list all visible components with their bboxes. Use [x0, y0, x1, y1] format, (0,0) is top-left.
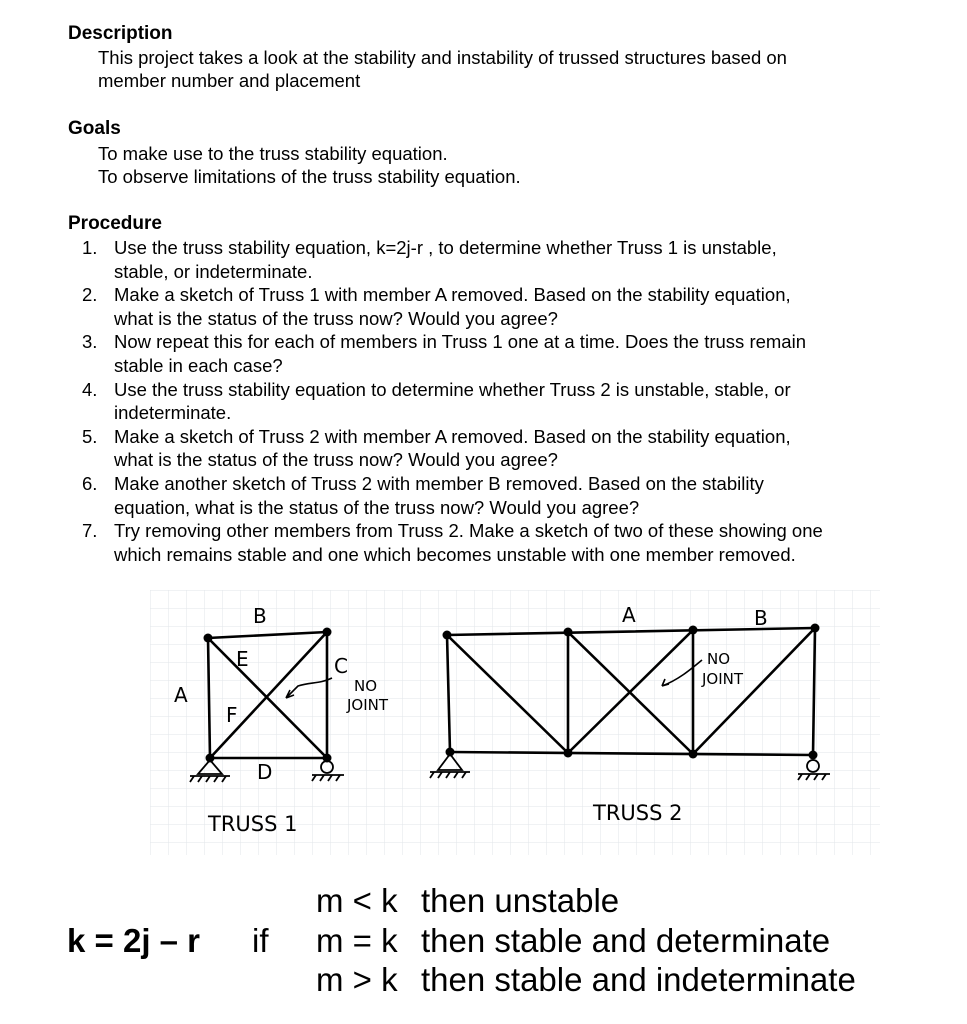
goals-list [98, 142, 898, 188]
truss1-no-joint-line1: NO [354, 677, 378, 695]
step-line-2: which remains stable and one which becomes unstable with one member removed. [114, 543, 796, 565]
condition-expr: m = k [316, 922, 398, 959]
truss1-label-b: B [253, 604, 267, 628]
joint [689, 626, 698, 635]
formula-if: if [252, 922, 269, 959]
step-line-1: Use the truss stability equation, k=2j-r , to determine whether Truss 1 is unstable, [114, 237, 777, 258]
step-line-1: Use the truss stability equation to determine whether Truss 2 is unstable, stable, or [114, 378, 791, 400]
truss1-caption: TRUSS 1 [208, 812, 298, 836]
condition-result: then unstable [421, 882, 620, 919]
step-number: 4. [82, 378, 98, 400]
step-line-1: Now repeat this for each of members in Truss 1 one at a time. Does the truss remain [114, 331, 806, 353]
description-heading: Description [68, 23, 173, 44]
step-number: 1. [82, 237, 98, 258]
joint [443, 631, 452, 640]
procedure-step [68, 283, 918, 330]
goals-heading: Goals [68, 118, 121, 139]
joint [809, 751, 818, 760]
truss2-label-a: A [622, 603, 636, 627]
step-line-2: indeterminate. [114, 402, 232, 424]
procedure-step [68, 425, 918, 472]
truss1-label-a: A [174, 683, 188, 707]
goal-item: To observe limitations of the truss stability equation. [98, 166, 521, 187]
step-line-2: what is the status of the truss now? Would you agree? [114, 449, 558, 471]
truss1-label-e: E [236, 647, 249, 671]
condition-expr: m > k [316, 961, 398, 998]
truss2-label-b: B [754, 606, 768, 630]
procedure-step [68, 330, 918, 377]
step-line-2: equation, what is the status of the truss now? Would you agree? [114, 496, 640, 518]
formula-main: k = 2j – r [67, 922, 201, 959]
description-text [98, 46, 898, 92]
truss-figure [150, 590, 880, 855]
description-line-1: This project takes a look at the stability and instability of trussed structures based on [98, 47, 787, 68]
condition-result: then stable and determinate [421, 922, 831, 959]
step-line-1: Try removing other members from Truss 2. Make a sketch of two of these showing one [114, 520, 823, 542]
description-line-2: member number and placement [98, 70, 361, 91]
truss2-caption: TRUSS 2 [593, 801, 683, 825]
joint [689, 750, 698, 759]
truss1-label-c: C [334, 654, 348, 678]
joint [564, 749, 573, 758]
step-line-1: Make a sketch of Truss 1 with member A removed. Based on the stability equation, [114, 284, 791, 306]
step-number: 7. [82, 520, 98, 542]
step-number: 2. [82, 284, 98, 306]
procedure-heading: Procedure [68, 213, 162, 234]
procedure-step [68, 236, 918, 283]
truss1-no-joint-line2: JOINT [347, 696, 389, 714]
step-line-2: stable, or indeterminate. [114, 260, 313, 282]
procedure-step [68, 472, 918, 519]
condition-expr: m < k [316, 882, 398, 919]
truss2-no-joint-line2: JOINT [702, 670, 744, 688]
step-line-2: stable in each case? [114, 354, 283, 376]
goal-item: To make use to the truss stability equation. [98, 143, 448, 164]
step-number: 6. [82, 472, 98, 494]
joint [811, 624, 820, 633]
joint [564, 628, 573, 637]
joint [204, 634, 213, 643]
procedure-list [68, 236, 918, 566]
procedure-step [68, 378, 918, 425]
step-line-1: Make another sketch of Truss 2 with member B removed. Based on the stability [114, 472, 764, 494]
condition-result: then stable and indeterminate [421, 961, 856, 998]
truss1-label-f: F [226, 703, 238, 727]
step-number: 5. [82, 425, 98, 447]
truss2-no-joint-line1: NO [707, 650, 731, 668]
procedure-step [68, 519, 918, 566]
truss1-label-d: D [257, 760, 273, 784]
joint [323, 628, 332, 637]
step-line-1: Make a sketch of Truss 2 with member A removed. Based on the stability equation, [114, 425, 791, 447]
step-number: 3. [82, 331, 98, 353]
step-line-2: what is the status of the truss now? Would you agree? [114, 307, 558, 329]
